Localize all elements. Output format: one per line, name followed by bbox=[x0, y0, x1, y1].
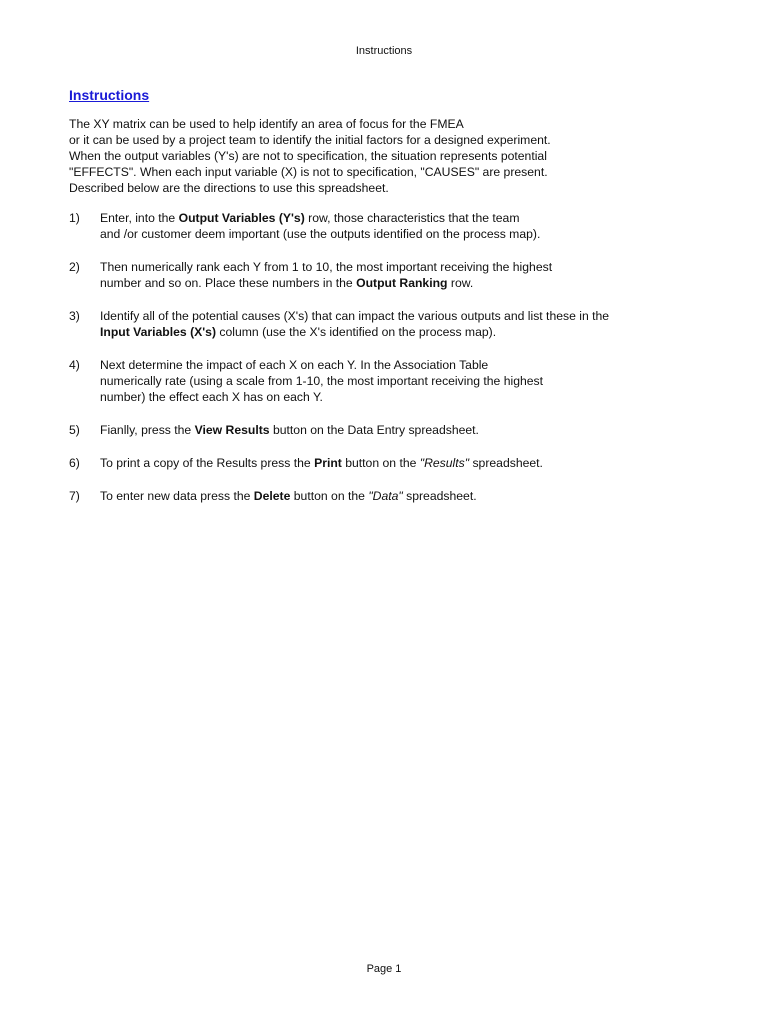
intro-line: or it can be used by a project team to identify the initial factors for a designed experiment. bbox=[69, 133, 551, 147]
page-title: Instructions bbox=[69, 87, 150, 103]
step-text-line: Next determine the impact of each X on each Y. In the Association Table bbox=[100, 358, 489, 372]
step-number: 7) bbox=[69, 489, 80, 503]
step-text-run: button on the Data Entry spreadsheet. bbox=[269, 423, 479, 437]
step-text bbox=[100, 259, 552, 291]
step-number: 3) bbox=[69, 309, 80, 323]
step-text-run: button on the bbox=[290, 489, 369, 503]
step-text-run: To print a copy of the Results press the bbox=[100, 456, 315, 470]
step-6 bbox=[69, 455, 729, 471]
step-text bbox=[100, 210, 540, 242]
step-text bbox=[100, 422, 479, 438]
step-italic: "Results" bbox=[419, 456, 470, 470]
step-text-run: spreadsheet. bbox=[469, 456, 543, 470]
step-text-run: row, those characteristics that the team bbox=[304, 211, 520, 225]
step-3 bbox=[69, 308, 729, 340]
step-5 bbox=[69, 422, 729, 438]
step-text bbox=[100, 488, 477, 504]
step-emphasis: Output Ranking bbox=[356, 276, 448, 290]
step-emphasis: Input Variables (X's) bbox=[100, 325, 217, 339]
step-text-run: button on the bbox=[341, 456, 420, 470]
step-text bbox=[100, 308, 609, 340]
step-text-run: column (use the X's identified on the process map). bbox=[216, 325, 497, 339]
document-body bbox=[69, 86, 729, 521]
step-text-run: To enter new data press the bbox=[100, 489, 254, 503]
step-text-run: number and so on. Place these numbers in the bbox=[100, 276, 357, 290]
step-number: 4) bbox=[69, 358, 80, 372]
intro-paragraph bbox=[69, 116, 729, 196]
step-1 bbox=[69, 210, 729, 242]
step-emphasis: Output Variables (Y's) bbox=[178, 211, 305, 225]
step-text-run: Enter, into the bbox=[100, 211, 179, 225]
intro-line: The XY matrix can be used to help identify an area of focus for the FMEA bbox=[69, 117, 464, 131]
step-number: 5) bbox=[69, 423, 80, 437]
step-italic: "Data" bbox=[368, 489, 403, 503]
step-7 bbox=[69, 488, 729, 504]
step-text-line: Then numerically rank each Y from 1 to 10, the most important receiving the highest bbox=[100, 260, 553, 274]
step-number: 1) bbox=[69, 211, 80, 225]
step-number: 6) bbox=[69, 456, 80, 470]
step-text bbox=[100, 357, 543, 405]
step-text-line: number) the effect each X has on each Y. bbox=[100, 390, 323, 404]
step-text-run: spreadsheet. bbox=[402, 489, 477, 503]
step-text-line: and /or customer deem important (use the outputs identified on the process map). bbox=[100, 227, 541, 241]
page-header: Instructions bbox=[355, 45, 413, 57]
intro-line: Described below are the directions to use this spreadsheet. bbox=[69, 181, 389, 195]
step-emphasis: Delete bbox=[253, 489, 291, 503]
step-2 bbox=[69, 259, 729, 291]
intro-line: When the output variables (Y's) are not to specification, the situation represents potential bbox=[69, 149, 547, 163]
step-4 bbox=[69, 357, 729, 405]
step-emphasis: Print bbox=[314, 456, 342, 470]
step-text-run: Fianlly, press the bbox=[100, 423, 195, 437]
step-text-run: row. bbox=[447, 276, 474, 290]
step-number: 2) bbox=[69, 260, 80, 274]
page-footer: Page 1 bbox=[366, 963, 402, 975]
intro-line: "EFFECTS". When each input variable (X) is not to specification, "CAUSES" are present. bbox=[69, 165, 548, 179]
step-text-line: numerically rate (using a scale from 1-10, the most important receiving the highest bbox=[100, 374, 544, 388]
step-emphasis: View Results bbox=[194, 423, 270, 437]
step-text-line: Identify all of the potential causes (X's) that can impact the various outputs and list these in the bbox=[100, 309, 610, 323]
step-text bbox=[100, 455, 543, 471]
